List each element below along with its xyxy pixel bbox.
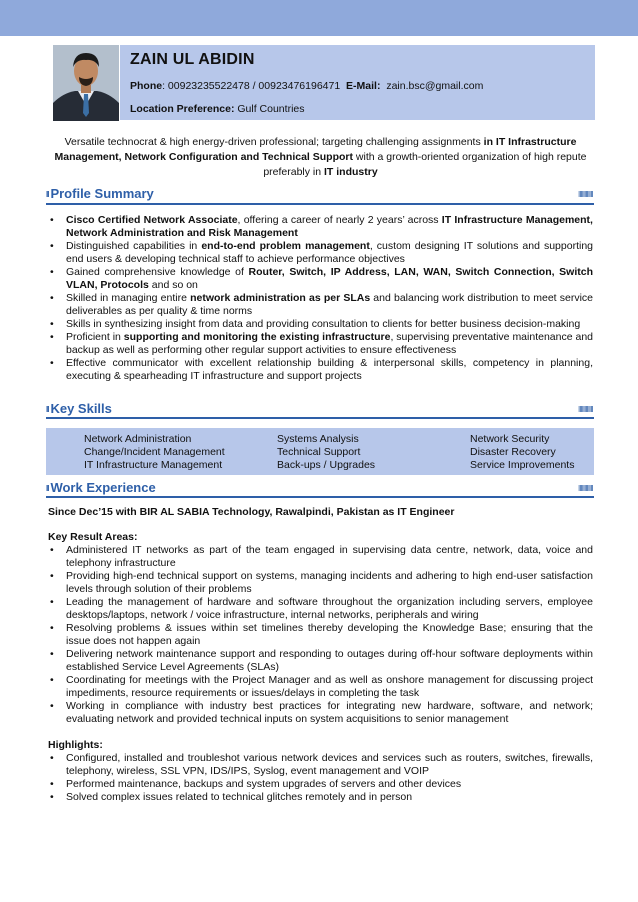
- list-item: [48, 292, 593, 318]
- skill-item: Technical Support: [277, 446, 361, 458]
- bullet-text: and balancing work distribution to meet service deliverables as per quality & time norms: [66, 292, 593, 317]
- kra-heading: Key Result Areas:: [48, 531, 138, 543]
- section-bar-icon: II: [46, 190, 49, 199]
- summary-bold: in IT Infrastructure Management, Network Configuration and Technical Support: [54, 136, 577, 163]
- candidate-name: ZAIN UL ABIDIN: [130, 51, 255, 68]
- job-role: Since Dec’15 with BIR AL SABIA Technology, Rawalpindi, Pakistan as IT Engineer: [48, 506, 455, 518]
- list-item: [48, 331, 593, 357]
- bullet-text: Gained comprehensive knowledge of: [66, 266, 249, 278]
- list-item: • Resolving problems & issues within set timelines thereby developing the Knowledge Base; ensuring that the issue does not happen again: [48, 622, 593, 648]
- skills-section-title: II Key Skills: [46, 401, 112, 416]
- list-item: [48, 357, 593, 383]
- bullet-text: and so on: [148, 279, 198, 291]
- list-item: • Performed maintenance, backups and system upgrades of servers and other devices: [48, 778, 593, 791]
- bullet-text: Distinguished capabilities in: [66, 240, 202, 252]
- email-label: E-Mail:: [346, 80, 381, 92]
- list-item: • Working in compliance with industry best practices for integrating new hardware, software, and network; evaluating network and provided technical inputs on system acquisitions to senior management: [48, 700, 593, 726]
- email-value[interactable]: zain.bsc@gmail.com: [386, 80, 484, 92]
- summary-text: Versatile technocrat & high energy-driven professional; targeting challenging assignments: [64, 136, 481, 148]
- summary-bold: IT industry: [324, 166, 378, 178]
- section-marks-icon: IIIIIIIIIIII: [578, 484, 593, 493]
- list-item: • Solved complex issues related to technical glitches remotely and in person: [48, 791, 593, 804]
- location-value: Gulf Countries: [237, 103, 305, 115]
- bullet-text: Proficient in: [66, 331, 124, 343]
- list-item: [48, 318, 593, 331]
- bullet-text: Effective communicator with excellent relationship building & interpersonal skills, competency in planning, executing & spearheading IT infrastructure and support projects: [66, 357, 593, 382]
- skills-column: [470, 433, 574, 472]
- skill-item: Systems Analysis: [277, 433, 359, 445]
- section-bar-icon: II: [46, 405, 49, 414]
- skills-column: [277, 433, 375, 472]
- list-item: • Configured, installed and troubleshot various network devices and services such as routers, switches, firewalls, telephony, wireless, SSL VPN, IDS/IPS, Syslog, event management and VOIP: [48, 752, 593, 778]
- skill-item: Disaster Recovery: [470, 446, 556, 458]
- section-marks-icon: IIIIIIIIIIII: [578, 405, 593, 414]
- section-divider: [46, 417, 594, 419]
- bullet-text: , custom designing IT solutions and supporting end users & developing technical staff to achieve performance objectives: [66, 240, 593, 265]
- career-summary: [48, 135, 593, 180]
- skill-item: Network Security: [470, 433, 550, 445]
- skill-item: IT Infrastructure Management: [84, 459, 223, 471]
- section-divider: [46, 203, 594, 205]
- skill-item: Service Improvements: [470, 459, 575, 471]
- kra-list: [48, 544, 593, 726]
- bullet-text: Skills in synthesizing insight from data and providing consultation to clients for better business decision-making: [66, 318, 581, 330]
- phone-label: Phone: [130, 80, 163, 92]
- phone-value: : 00923235522478 / 00923476196471: [162, 80, 341, 92]
- profile-photo-image: [53, 45, 119, 121]
- bullet-bold-text: end-to-end problem management: [201, 240, 370, 252]
- bullet-bold-text: Router, Switch, IP Address, LAN, WAN, Switch Connection, Switch VLAN, Protocols: [66, 266, 593, 291]
- summary-text: with a growth-oriented organization of high repute preferably in: [263, 151, 587, 178]
- list-item: • Coordinating for meetings with the Project Manager and as well as onshore management for discussing project impediments, resource requirements or issues/delays in completing the task: [48, 674, 593, 700]
- profile-photo: [53, 45, 119, 121]
- list-item: • Providing high-end technical support on systems, managing incidents and adhering to high end-user satisfaction levels through solution of their problems: [48, 570, 593, 596]
- section-divider: [46, 496, 594, 498]
- highlights-list: [48, 752, 593, 804]
- section-marks-icon: IIIIIIIIIIII: [578, 190, 593, 199]
- list-item: • Administered IT networks as part of the team engaged in supervising data centre, network, data, voice and telephony infrastructure: [48, 544, 593, 570]
- skill-item: Back-ups / Upgrades: [277, 459, 376, 471]
- location-line: [130, 103, 305, 115]
- contact-line: [130, 80, 483, 92]
- list-item: [48, 266, 593, 292]
- bullet-bold-text: Cisco Certified Network Associate: [66, 214, 238, 226]
- bullet-bold-text: IT Infrastructure Management, Network Administration and Risk Management: [66, 214, 593, 239]
- list-item: • Leading the management of hardware and software throughout the organization including servers, employee desktops/laptops, network / voice infrastructure, internal networks, peripherals and wiring: [48, 596, 593, 622]
- bullet-text: Skilled in managing entire: [66, 292, 191, 304]
- profile-list: [48, 214, 593, 383]
- list-item: • Delivering network maintenance support and responding to outages during off-hour software deployments within established Service Level Agreements (SLAs): [48, 648, 593, 674]
- list-item: [48, 214, 593, 240]
- bullet-bold-text: network administration as per SLAs: [190, 292, 371, 304]
- bullet-bold-text: supporting and monitoring the existing infrastructure: [123, 331, 391, 343]
- skills-column: [84, 433, 225, 472]
- work-section-title: II Work Experience: [46, 480, 156, 495]
- profile-section-title: II Profile Summary: [46, 186, 154, 201]
- top-banner: [0, 0, 638, 36]
- skill-item: Network Administration: [84, 433, 192, 445]
- location-label: Location Preference:: [130, 103, 235, 115]
- bullet-text: , supervising preventative maintenance and backup as well as performing other regular support activities to ensure effectiveness: [66, 331, 594, 356]
- highlights-heading: Highlights:: [48, 739, 103, 751]
- skill-item: Change/Incident Management: [84, 446, 225, 458]
- bullet-text: , offering a career of nearly 2 years’ across: [237, 214, 442, 226]
- list-item: [48, 240, 593, 266]
- skills-panel: [46, 428, 594, 475]
- section-bar-icon: II: [46, 484, 49, 493]
